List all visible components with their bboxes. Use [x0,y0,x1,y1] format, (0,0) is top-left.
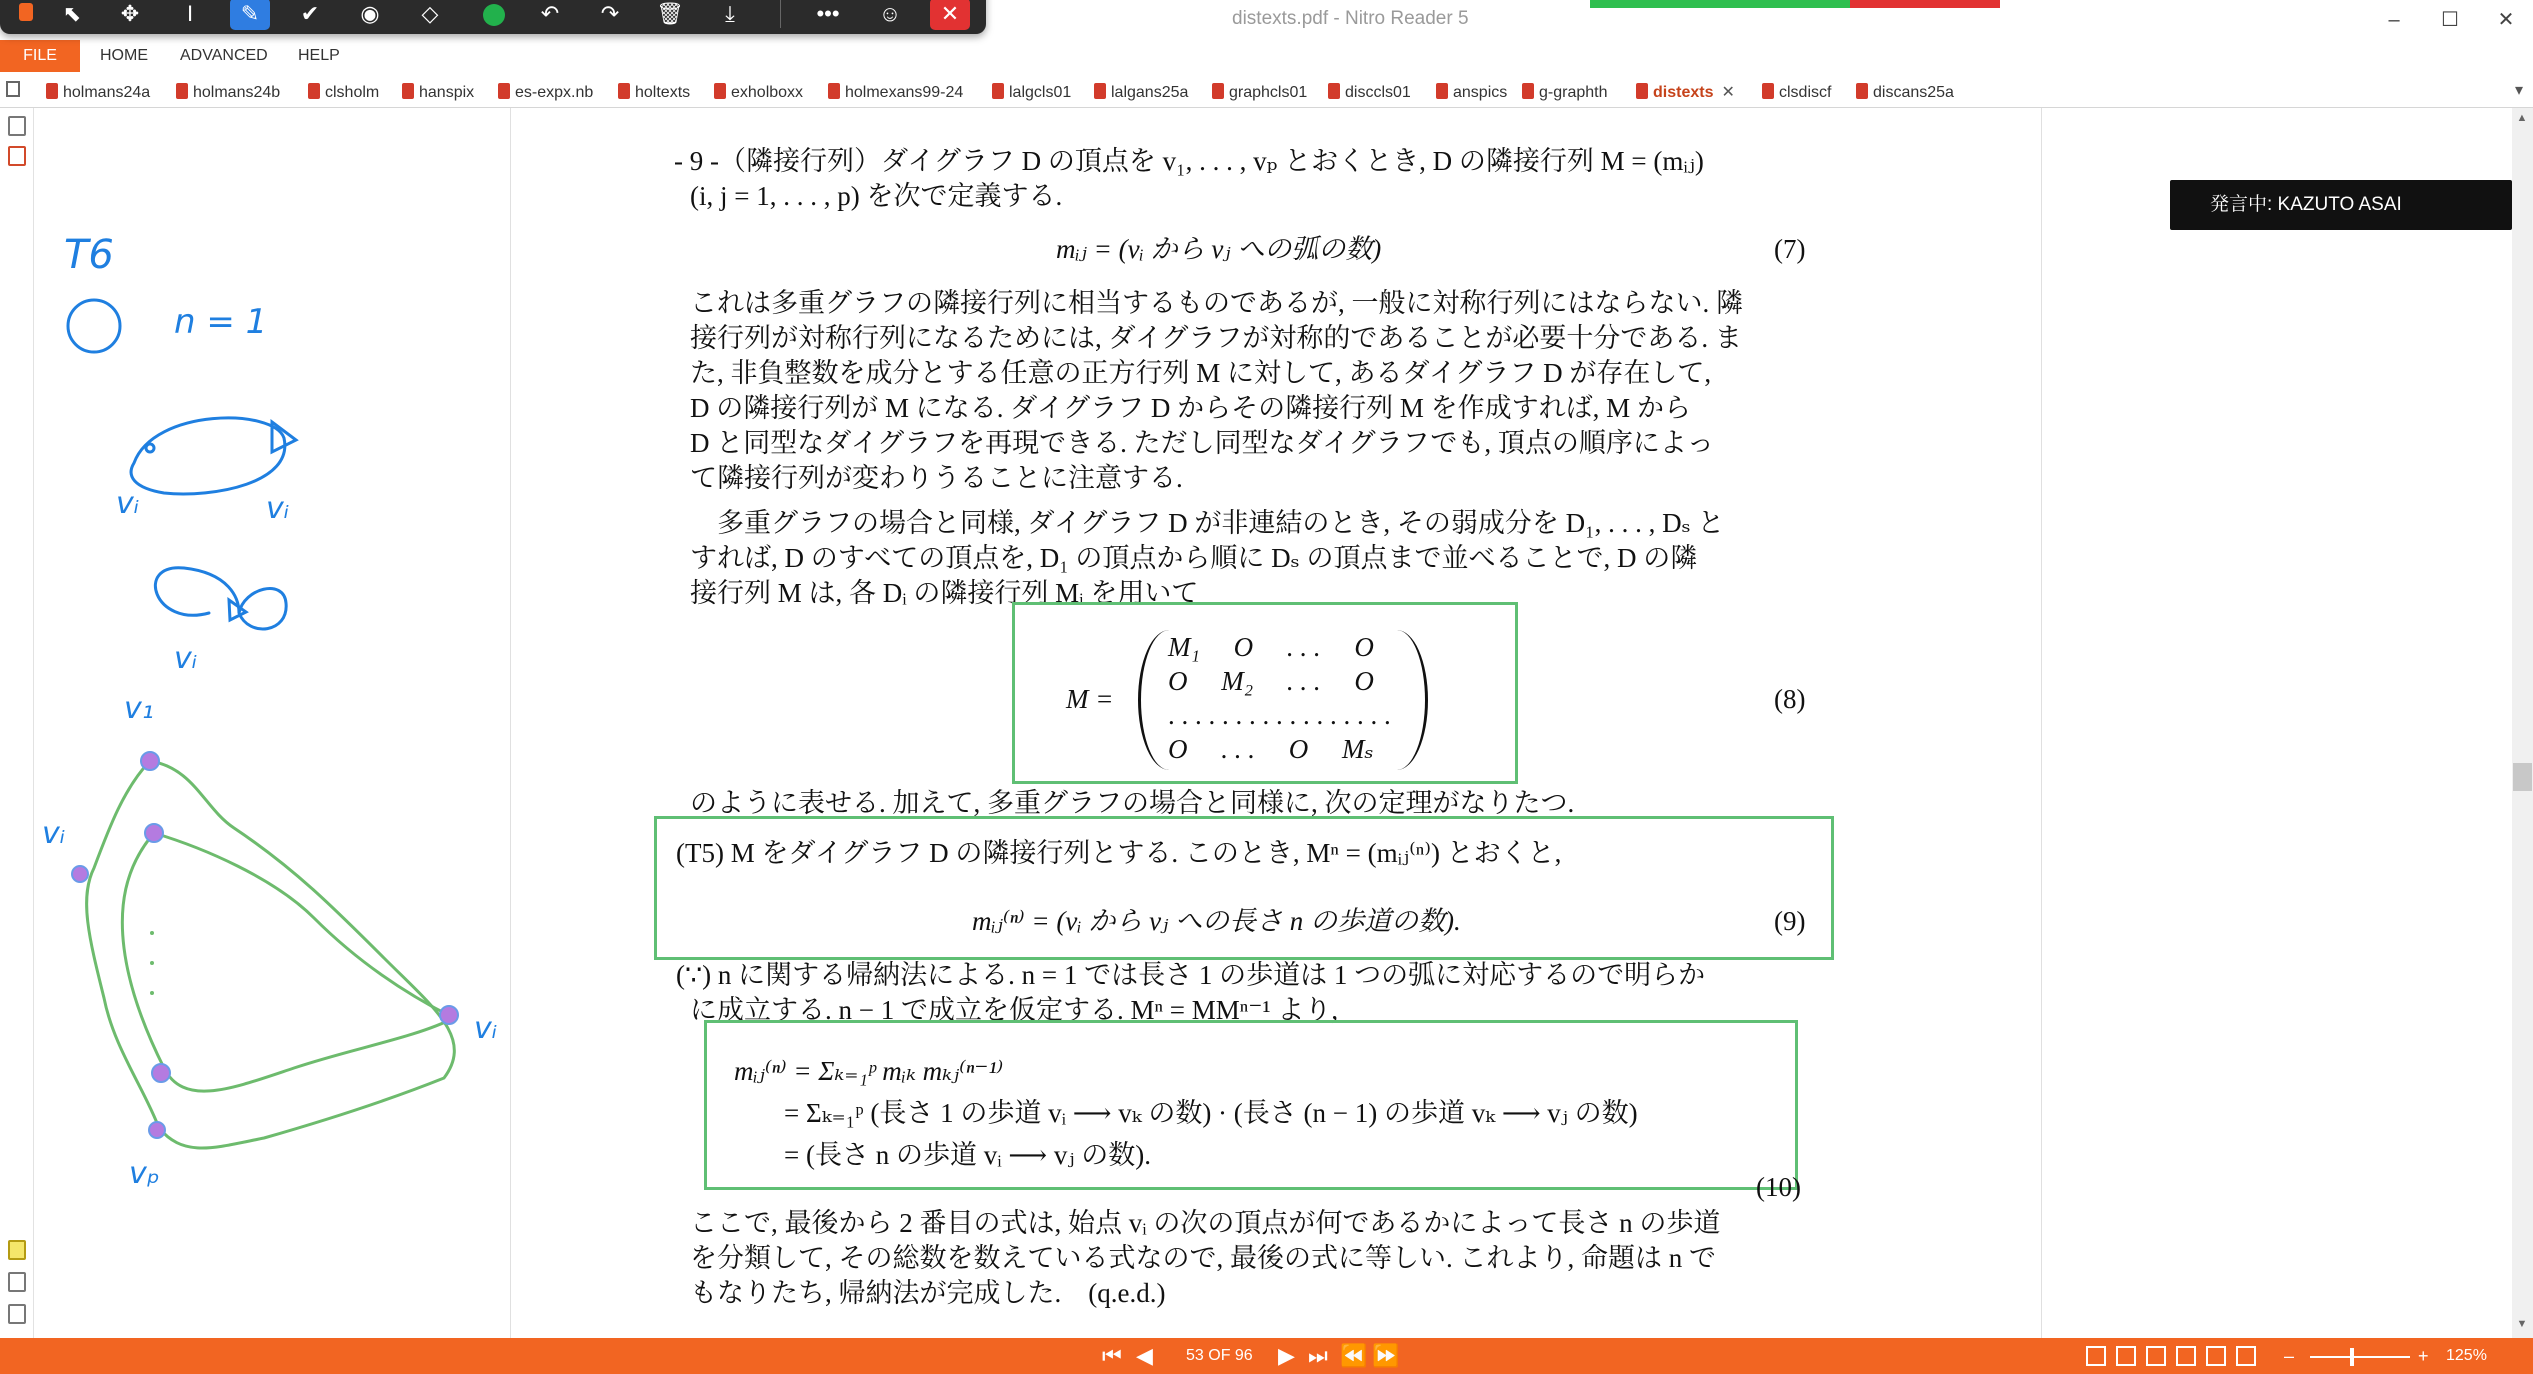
next-page-icon[interactable]: ▶ [1278,1343,1295,1368]
pdf-file-icon [402,83,414,99]
continuous-view-icon[interactable] [2116,1346,2136,1366]
drawing-toolbar [0,0,986,34]
p2-line: これは多重グラフの隣接行列に相当するものであるが, 一般に対称行列にはならない. 隣 [690,288,1743,318]
page-indicator[interactable]: 53 OF 96 [1186,1347,1253,1364]
handwritten-vi-left: vᵢ [116,486,140,521]
paragraph-definition [674,144,1704,214]
definition-line-1: - 9 -（隣接行列）ダイグラフ D の頂点を v₁, . . . , vₚ とおくとき, D の隣接行列 M = (mᵢⱼ) [674,146,1704,176]
graph-vertex [141,752,159,770]
tab-disccls01[interactable]: disccls01 [1328,80,1411,106]
graph-vertex [72,866,88,882]
handwritten-vi-right: vᵢ [266,491,290,526]
download-icon[interactable]: ⤓ [725,1,735,26]
speaking-indicator: 発言中: KAZUTO ASAI [2170,180,2512,230]
p2-line: D と同型なダイグラフを再現できる. ただし同型なダイグラフでも, 頂点の順序によっ [690,428,1714,458]
menu-help[interactable]: HELP [298,47,340,64]
scrollbar-thumb[interactable] [2513,763,2532,791]
color-dot[interactable] [474,0,514,30]
p2-line: 接行列が対称行列になるためには, ダイグラフが対称的であることが必要十分である. ま [690,323,1742,353]
zoom-level[interactable]: 125% [2446,1347,2487,1364]
zoom-in-icon[interactable]: + [2418,1346,2429,1366]
pdf-file-icon [992,83,1004,99]
equation-7-number: (7) [1774,234,1806,264]
theorem-t5-statement: (T5) M をダイグラフ D の隣接行列とする. このとき, Mⁿ = (mᵢⱼ⁽ⁿ⁾) とおくと, [676,838,1562,868]
pdf-file-icon [1522,83,1534,99]
tab-holmexans99-24[interactable]: holmexans99-24 [828,80,963,106]
equation-7: mᵢⱼ = (vᵢ から vⱼ への弧の数) [1056,234,1382,264]
facing-continuous-view-icon[interactable] [2176,1346,2196,1366]
p5-line: ここで, 最後から 2 番目の式は, 始点 vᵢ の次の頂点が何であるかによって長さ n の歩道 [690,1208,1721,1238]
tab-overflow-chevron-icon[interactable]: ▾ [2514,82,2523,99]
scroll-down-icon[interactable]: ▼ [2516,1318,2528,1330]
pdf-file-icon [1636,83,1648,99]
people-icon[interactable]: ☺ [878,1,902,26]
layers-panel-icon[interactable] [8,1304,26,1324]
paragraph-symmetry [690,286,1743,496]
p2-line: て隣接行列が変わりうることに注意する. [690,463,1183,493]
fit-page-icon[interactable] [2206,1346,2226,1366]
arrow-pointer-icon[interactable]: ⬉ [62,1,82,26]
walk-sketch [87,761,455,1148]
tab-holmans24b[interactable]: holmans24b [176,80,280,106]
block-matrix [1168,630,1391,766]
proof-line: (∵) n に関する帰納法による. n = 1 では長さ 1 の歩道は 1 つの弧に対応するので明らか [676,960,1706,990]
handwritten-vi-loop: vᵢ [174,641,198,676]
maximize-button[interactable]: ☐ [2441,9,2459,31]
tab-lalgans25a[interactable]: lalgans25a [1094,80,1188,106]
tab-es-expx[interactable]: es-expx.nb [498,80,593,106]
handwritten-vp: vₚ [129,1156,160,1191]
text-cursor-icon[interactable]: I [186,1,194,26]
minimize-button[interactable]: – [2388,9,2400,31]
check-icon[interactable]: ✔ [300,1,320,26]
p2-line: た, 非負整数を成分とする任意の正方行列 M に対して, あるダイグラフ D が存在して, [690,358,1712,388]
stamp-icon[interactable]: ◉ [360,1,380,26]
menu-advanced[interactable]: ADVANCED [180,47,268,64]
vertex-dot [146,444,154,452]
p3-line: 多重グラフの場合と同様, ダイグラフ D が非連結のとき, その弱成分を D₁, . . . , Dₛ と [690,508,1725,538]
pdf-file-icon [176,83,188,99]
paragraph-theorem-intro: のように表せる. 加えて, 多重グラフの場合と同様に, 次の定理がなりたつ. [690,788,1575,818]
tab-anspics[interactable]: anspics [1436,80,1507,106]
equation-8-number: (8) [1774,684,1806,714]
toolbar-separator [780,0,781,28]
pdf-file-icon [1436,83,1448,99]
trash-icon[interactable]: 🗑 [656,1,684,26]
attachments-panel-icon[interactable] [8,1272,26,1292]
bookmarks-panel-icon[interactable] [8,146,26,166]
zoom-slider-track[interactable] [2310,1356,2410,1358]
pdf-file-icon [308,83,320,99]
smiley-circle [68,300,120,352]
eq10-line: = (長さ n の歩道 vᵢ ⟶ vⱼ の数). [784,1140,1151,1170]
tab-holmans24a[interactable]: holmans24a [46,80,150,106]
paragraph-components [690,506,1724,611]
pdf-file-icon [1094,83,1106,99]
p5-line: を分類して, その総数を数えている式なので, 最後の式に等しい. これより, 命題は n で [690,1243,1716,1273]
proof-paragraph [676,958,1705,1028]
graph-vertex [145,824,163,842]
close-window-button[interactable]: ✕ [2497,9,2515,31]
menu-bar [0,40,2533,72]
tab-exholboxx[interactable]: exholboxx [714,80,803,106]
back-view-icon[interactable]: ⏪ [1340,1343,1368,1368]
move-icon[interactable]: ✥ [120,1,140,26]
tab-holtexts[interactable]: holtexts [618,80,690,106]
pdf-file-icon [1212,83,1224,99]
pdf-file-icon [1328,83,1340,99]
handwritten-t6: T6 [64,232,114,278]
handwritten-v1: v₁ [124,691,154,726]
window-title: distexts.pdf - Nitro Reader 5 [1232,8,1469,29]
status-bar [0,1338,2533,1374]
p3-line: 接行列 M は, 各 Dᵢ の隣接行列 Mᵢ を用いて [690,578,1199,608]
scroll-up-icon[interactable]: ▲ [2516,112,2528,124]
first-page-icon[interactable]: ⏮ [1102,1343,1122,1368]
equation-8-lhs: M = [1066,684,1114,714]
graph-vertex [149,1122,165,1138]
tab-lalgcls01[interactable]: lalgcls01 [992,80,1071,106]
more-icon[interactable]: ••• [816,1,840,26]
zoom-slider-thumb[interactable] [2350,1348,2354,1366]
tab-graphcls01[interactable]: graphcls01 [1212,80,1307,106]
pdf-file-icon [46,83,58,99]
tab-close-icon[interactable]: ✕ [1721,84,1735,101]
eq10-line: mᵢⱼ⁽ⁿ⁾ = Σₖ₌₁ᵖ mᵢₖ mₖⱼ⁽ⁿ⁻¹⁾ [734,1056,1004,1086]
matrix-row: M₁ O . . . O [1168,632,1374,662]
tab-clsdiscf[interactable]: clsdiscf [1762,80,1831,106]
paragraph-conclusion [690,1206,1720,1311]
handwritten-vi-graph: vᵢ [42,816,66,851]
pen-icon[interactable]: ✎ [230,0,270,30]
handwritten-n1: n = 1 [174,302,268,342]
pdf-file-icon [1762,83,1774,99]
undo-icon[interactable]: ↶ [540,1,560,26]
tab-clsholm[interactable]: clsholm [308,80,379,106]
pdf-file-icon [828,83,840,99]
eraser-icon[interactable]: ◇ [421,1,439,26]
forward-view-icon[interactable]: ⏩ [1372,1343,1400,1368]
double-loop [155,568,286,629]
redo-icon[interactable]: ↷ [600,1,620,26]
matrix-row: O . . . O Mₛ [1168,734,1374,764]
left-side-rail [0,108,34,1338]
matrix-row: . . . . . . . . . . . . . . . . . [1168,700,1391,730]
previous-page-icon[interactable]: ◀ [1136,1343,1153,1368]
menu-home[interactable]: HOME [100,47,148,64]
tab-discans25a[interactable]: discans25a [1856,80,1954,106]
pdf-file-icon [1856,83,1868,99]
p3-line: すれば, D のすべての頂点を, D₁ の頂点から順に Dₛ の頂点まで並べることで, D の隣 [690,543,1698,573]
handwritten-vj-graph: vᵢ [474,1011,498,1046]
app-logo-icon [6,0,46,30]
p5-line: もなりたち, 帰納法が完成した. (q.e.d.) [690,1278,1166,1308]
zoom-out-icon[interactable]: – [2284,1346,2295,1366]
equation-10-number: (10) [1756,1172,1801,1202]
equation-10 [734,1050,1638,1176]
vertical-scrollbar[interactable] [2512,108,2533,1338]
fit-width-icon[interactable] [2236,1346,2256,1366]
single-page-view-icon[interactable] [2086,1346,2106,1366]
file-menu[interactable]: FILE [0,40,80,72]
progress-green [1590,0,1850,8]
loop-ellipse [131,418,285,494]
last-page-icon[interactable]: ⏭ [1308,1343,1328,1368]
tab-list-icon[interactable] [6,80,20,106]
document-tab-bar [0,74,2533,108]
proof-line: に成立する. n − 1 で成立を仮定する. Mⁿ = MMⁿ⁻¹ より, [690,995,1339,1025]
handwriting-layer [34,108,544,1208]
p2-line: D の隣接行列が M になる. ダイグラフ D からその隣接行列 M を作成すれば, M から [690,393,1691,423]
close-icon[interactable]: ✕ [930,0,970,30]
definition-line-2: (i, j = 1, . . . , p) を次で定義する. [690,181,1063,211]
progress-red [1850,0,2000,8]
tab-hanspix[interactable]: hanspix [402,80,474,106]
comments-panel-icon[interactable] [8,1240,26,1260]
equation-9: mᵢⱼ⁽ⁿ⁾ = (vᵢ から vⱼ への長さ n の歩道の数). [972,906,1461,936]
tab-distexts[interactable]: distexts ✕ [1636,80,1735,106]
equation-9-number: (9) [1774,906,1806,936]
pages-panel-icon[interactable] [8,116,26,136]
tab-g-graphth[interactable]: g-graphth [1522,80,1608,106]
facing-view-icon[interactable] [2146,1346,2166,1366]
graph-vertex [152,1064,170,1082]
matrix-row: O M₂ . . . O [1168,666,1374,696]
eq10-line: = Σₖ₌₁ᵖ (長さ 1 の歩道 vᵢ ⟶ vₖ の数) · (長さ (n − 1) の歩道 vₖ ⟶ vⱼ の数) [784,1098,1638,1128]
graph-vertex [440,1006,458,1024]
pdf-file-icon [618,83,630,99]
pdf-file-icon [714,83,726,99]
pdf-file-icon [498,83,510,99]
